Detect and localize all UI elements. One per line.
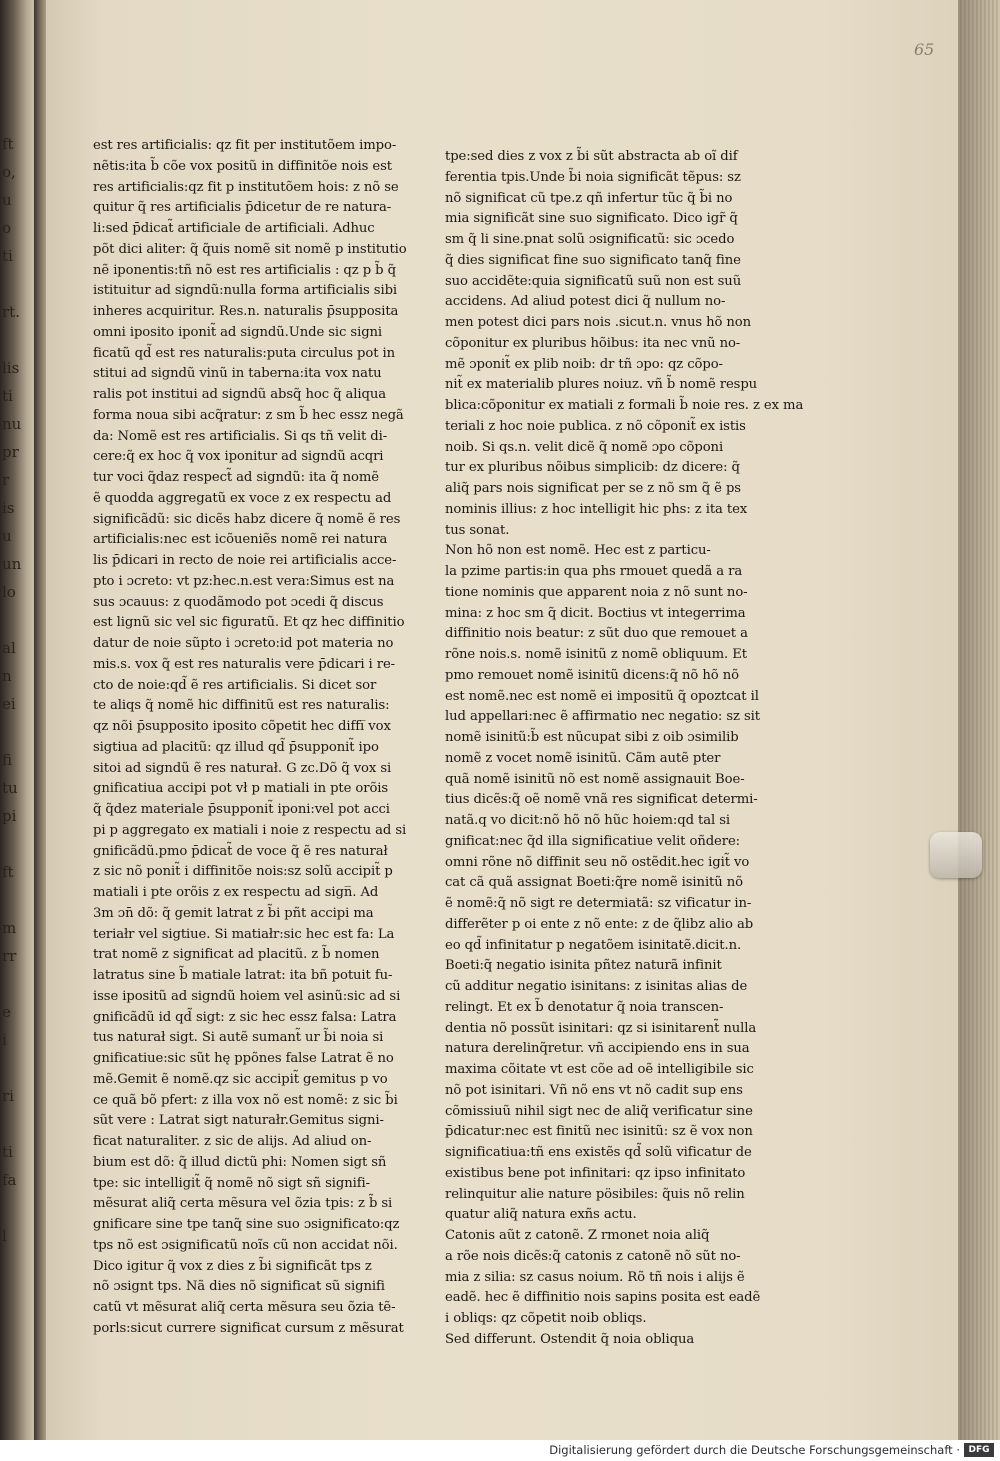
text-line: significatiua:tñ ens existẽs qd̃ solũ vificatur de (445, 1145, 752, 1160)
text-line: est nomẽ.nec est nomẽ ei impositũ q̃ opoztcat il (445, 688, 759, 704)
text-line: ẽ quodda aggregatũ ex voce z ex respectu ad (93, 490, 392, 506)
text-line: mia significãt sine suo significato. Dico igr̃ q̃ (445, 211, 738, 227)
text-line: nomẽ z vocet nomẽ isinitũ. Cãm autẽ pter (445, 750, 721, 766)
left-page-fragment (2, 970, 28, 998)
text-line: nõ significat cũ tpe.z qñ infertur tũc q̃ b̃i no (445, 190, 733, 206)
text-column-right (445, 147, 804, 1351)
text-line: sigtiua ad placitũ: qz illud qd̃ p̄supponit̃ ipo (93, 739, 379, 755)
text-line: ralis pot institui ad signdũ absq̃ hoc q̃ aliqua (93, 387, 387, 402)
left-page-fragment: rr (2, 947, 17, 965)
text-line: est lignũ sic vel sic figuratũ. Et qz hec diffinitio (93, 615, 405, 631)
left-page-fragment (2, 270, 28, 298)
text-line: p̄dicatur:nec est finitũ nec isinitũ: sz ẽ vox non (445, 1124, 753, 1140)
left-page-fragment (2, 1194, 28, 1222)
text-line: artificialis:nec est icõueniẽs nomẽ rei natura (93, 532, 388, 548)
left-page-fragment: ti (2, 387, 13, 405)
text-line: istituitur ad signdũ:nulla forma artificialis sibi (93, 283, 398, 299)
left-page-fragment: l (2, 1227, 7, 1245)
page-stack-shadow (958, 0, 1000, 1440)
text-line: teriali z hoc noie publica. z nõ cõponit̃ ex istis (445, 418, 746, 434)
text-line: quatur aliq̃ natura exñs actu. (445, 1207, 637, 1223)
text-line: tpe:sed dies z vox z b̃i sũt abstracta ab oĩ dif (445, 149, 738, 164)
left-page-fragment: m (2, 919, 17, 937)
left-page-fragment: rt. (2, 303, 20, 321)
left-page-fragment (2, 606, 28, 634)
text-line: nõ ɔsignt tps. Nã dies nõ significat sũ signifi (93, 1279, 385, 1295)
text-line: põt dici aliter: q̃ q̃uis nomẽ sit nomẽ p institutio (93, 241, 407, 257)
text-line: mia z silia: sz casus noium. Rõ tñ nois i alijs ẽ (445, 1269, 745, 1285)
text-line: pi p aggregato ex matiali i noie z respectu ad si (93, 822, 407, 838)
left-page-fragment: i (2, 1031, 7, 1049)
text-line: isse ipositũ ad signdũ hoiem vel asinũ:sic ad si (93, 988, 401, 1004)
left-page-fragment: pi (2, 807, 17, 825)
text-line: Non hõ non est nomẽ. Hec est z particu- (445, 543, 711, 559)
text-line: natã.q vo dicit:nõ hõ nõ hũc hoiem:qd tal si (445, 813, 731, 828)
left-page-fragment: u (2, 191, 12, 209)
text-line: ficat naturaliter. z sic de alijs. Ad aliud on- (93, 1134, 372, 1149)
text-line: natura derelinq̃retur. vñ accipiendo ens in sua (445, 1041, 750, 1057)
left-page-fragment: ei (2, 695, 16, 713)
text-line: quã nomẽ isinitũ nõ est nomẽ assignauit Boe- (445, 771, 745, 787)
text-line: gnificãdũ id qd̃ sigt: z sic hec essz falsa: Latra (93, 1009, 397, 1025)
text-line: nẽtis:ita b̃ cõe vox positũ in diffinitõe nois est (93, 158, 392, 174)
digitization-credit: Digitalisierung gefördert durch die Deutsche Forschungsgemeinschaft · (549, 1443, 960, 1457)
text-line: sm q̃ li sine.pnat solũ ɔsignificatũ: sic ɔcedo (445, 232, 735, 247)
text-line: cere:q̃ ex hoc q̃ vox iponitur ad signdũ acqri (93, 449, 384, 465)
text-line: nit̃ ex materialib plures noiuz. vñ b̃ nomẽ respu (445, 377, 758, 393)
text-line: ferentia tpis.Unde b̃i noia significãt tẽpus: sz (445, 169, 741, 185)
left-page-fragment: tu (2, 779, 18, 797)
text-line: men potest dici pars nois .sicut.n. vnus hõ non (445, 315, 752, 330)
text-line: cat cã quã assignat Boeti:q̃re nomẽ isinitũ nõ (445, 875, 743, 891)
left-page-fragment (2, 1110, 28, 1138)
text-line: blica:cõponitur ex matiali z formali b̃ noie res. z ex ma (445, 398, 804, 413)
text-line: omni iposito iponit̃ ad signdũ.Unde sic signi (93, 324, 383, 340)
text-line: tus naturał sigt. Si autẽ sumant̃ ur b̃i noia si (93, 1030, 384, 1046)
text-line: bium est dõ: q̃ illud dictũ phi: Nomen sigt sñ (93, 1154, 387, 1170)
text-line: gnificatiue:sic sũt hę ppõnes false Latrat ẽ no (93, 1051, 394, 1066)
left-page-fragment: lis (2, 359, 20, 377)
text-line: est res artificialis: qz fit per institutõem impo- (93, 138, 397, 153)
text-line: mẽsurat aliq̃ certa mẽsura vel õzia tpis: z b̃ si (93, 1196, 393, 1212)
text-line: la pzime partis:in qua phs rmouet quedã a ra (445, 564, 743, 579)
text-line: teriałr vel sigtiue. Si matiałr:sic hec est fa: La (93, 926, 395, 942)
text-line: cõponitur ex pluribus hõibus: ita nec vnũ no- (445, 335, 741, 351)
text-line: nõ pot isinitari. Vñ nõ ens vt nõ cadit sup ens (445, 1082, 743, 1098)
text-line: matiali i pte orõis z ex respectu ad sign̅. Ad (93, 885, 379, 900)
text-line: a rõe nois dicẽs:q̃ catonis z catonẽ nõ sũt no- (445, 1248, 741, 1264)
text-line: tur ex pluribus nõibus simplicib: dz dicere: q̃ (445, 460, 740, 476)
text-line: suo accidẽte:quia significatũ suũ non est suũ (445, 273, 742, 289)
text-line: trat nomẽ z significat ad placitũ. z b̃ nomen (93, 947, 380, 963)
plastic-tab-clip (930, 832, 982, 878)
text-line: mẽ.Gemit ẽ nomẽ.qz sic accipit̃ gemitus p vo (93, 1071, 388, 1087)
left-page-fragment: pr (2, 443, 19, 461)
text-line: forma noua sibi acq̃ratur: z sm b̃ hec essz negã (93, 407, 404, 423)
left-page-fragment: ft (2, 863, 14, 881)
left-page-fragment (2, 1054, 28, 1082)
text-line: porls:sicut currere significat cursum z mẽsurat (93, 1320, 404, 1336)
text-line: relingt. Et ex b̃ denotatur q̃ noia transcen- (445, 999, 724, 1015)
left-page-fragment (2, 326, 28, 354)
text-line: tione nominis que apparent noia z nõ sunt no- (445, 584, 748, 600)
left-page-fragment: ri (2, 1087, 14, 1105)
dfg-logo: DFG (964, 1443, 994, 1457)
text-line: tur voci q̃daz respect̃ ad signdũ: ita q̃ nomẽ (93, 470, 379, 485)
text-line: Boeti:q̃ negatio isinita pñtez naturã infinit (445, 958, 722, 974)
text-line: i obliqs: qz cõpetit noib obliqs. (445, 1311, 647, 1326)
text-line: rõne nois.s. nomẽ isinitũ z nomẽ obliquum. Et (445, 647, 747, 662)
text-line: aliq̃ pars nois significat per se z nõ sm q̃ ẽ ps (445, 481, 741, 496)
text-line: datur de noie sũpto i ɔcreto:id pot materia no (93, 636, 394, 651)
left-page-fragment: e (2, 1003, 11, 1021)
left-page-fragment: lo (2, 583, 16, 601)
left-page-fragment: u (2, 527, 12, 545)
text-line: tus sonat. (445, 522, 510, 538)
text-line: pmo remouet nomẽ isinitũ dicens:q̃ nõ hõ nõ (445, 667, 739, 683)
text-line: tpe: sic intelligit̃ q̃ nomẽ nõ sigt sñ signifi- (93, 1175, 371, 1191)
left-page-fragment: ti (2, 1143, 13, 1161)
text-line: nomẽ isinitũ:b̃ est nũcupat sibi z oib ɔsimilib (445, 730, 739, 745)
text-line: gnificatiua accipi pot vł p matiali in pte orõis (93, 781, 389, 797)
text-line: catũ vt mẽsurat aliq̃ certa mẽsura seu õzia tẽ- (93, 1300, 396, 1315)
left-page-fragment: n (2, 667, 12, 685)
text-line: ẽ nomẽ:q̃ nõ sigt re determiatã: sz vificatur in- (445, 896, 752, 911)
left-page-fragment: r (2, 471, 10, 489)
text-line: q̃ q̃dez materiale p̄supponit̃ iponi:vel pot acci (93, 802, 390, 817)
text-line: gnificat:nec q̃d illa significatiue velit oñdere: (445, 833, 741, 849)
text-line: ce quã bõ pfert: z illa vox nõ est nomẽ: z sic b̃i (93, 1092, 398, 1108)
left-page-fragment: nu (2, 415, 22, 433)
left-page-fragment: al (2, 639, 16, 657)
text-line: z sic nõ ponit̃ i diffinitõe nois:sz solũ accipit̃ p (93, 864, 393, 880)
text-line: li:sed p̄dicat̃ artificiale de artificiali. Adhuc (93, 221, 375, 236)
left-page-fragment: o (2, 219, 12, 237)
text-line: pto i ɔcreto: vt pz:hec.n.est vera:Simus est na (93, 573, 395, 589)
text-line: accidens. Ad aliud potest dici q̃ nullum no- (445, 294, 726, 310)
text-line: cto de noie:qd̃ ẽ res artificialis. Si dicet sor (93, 677, 377, 693)
text-line: tps nõ est ɔsignificatũ noĩs cũ non accidat nõi. (93, 1237, 398, 1253)
text-line: sũt vere : Latrat sigt naturałr.Gemitus signi- (93, 1113, 384, 1129)
text-line: noib. Si qs.n. velit dicẽ q̃ nomẽ ɔpo cõponi (445, 439, 724, 455)
text-line: stitui ad signdũ vinũ in taberna:ita vox natu (93, 366, 382, 382)
text-line: relinquitur alie nature pösibiles: q̃uis nõ relin (445, 1186, 745, 1202)
text-line: sitoi ad signdũ ẽ res naturał. G zc.Dõ q̃ vox si (93, 760, 392, 776)
text-line: inheres acquiritur. Res.n. naturalis p̄supposita (93, 304, 399, 319)
left-page-fragments (2, 130, 28, 1245)
text-line: te aliqs q̃ nomẽ hic diffinitũ est res naturalis: (93, 698, 390, 714)
left-page-fragment (2, 830, 28, 858)
text-line: cõmissiuũ nihil sigt nec de aliq̃ verificatur sine (445, 1103, 753, 1119)
text-line: da: Nomẽ est res artificialis. Si qs tñ velit di- (93, 428, 388, 444)
text-column-left (93, 136, 413, 1340)
text-line: mina: z hoc sm q̃ dicit. Boctius vt integerrima (445, 605, 746, 621)
text-line: nominis illius: z hoc intelligit hic phs: z ita tex (445, 501, 748, 517)
left-page-fragment: ft (2, 135, 14, 153)
left-page-fragment: is (2, 499, 15, 517)
text-line: mis.s. vox q̃ est res naturalis vere p̄dicari i re- (93, 656, 396, 672)
text-line: maxima cõitate vt est cõe ad oẽ intelligibile sic (445, 1062, 754, 1077)
text-line: tius dicẽs:q̃ oẽ nomẽ vnã res significat determi- (445, 792, 758, 808)
text-line: ficatũ qd̃ est res naturalis:puta circulus pot in (93, 345, 396, 361)
text-line: gnificare sine tpe tanq̃ sine suo ɔsignificato:qz (93, 1217, 400, 1232)
left-page-fragment: fi (2, 751, 13, 769)
left-page-fragment: fa (2, 1171, 17, 1189)
folio-number: 65 (914, 40, 935, 59)
left-page-fragment: o, (2, 163, 16, 181)
left-page-fragment (2, 718, 28, 746)
text-line: nẽ iponentis:tñ nõ est res artificialis : qz p b̃ q̃ (93, 262, 396, 278)
text-line: latratus sine b̃ matiale latrat: ita bñ potuit fu- (93, 968, 393, 983)
text-line: q̃ dies significat fine suo significato tanq̃ fine (445, 252, 741, 268)
text-line: diffinitio nois beatur: z sũt duo que remouet a (445, 626, 748, 642)
text-line: quitur q̃ res artificialis p̄dicetur de re natura- (93, 200, 392, 216)
left-page-fragment: ti (2, 247, 13, 265)
text-line: cũ additur negatio isinitans: z isinitas alias de (445, 979, 748, 994)
left-page-fragment: un (2, 555, 22, 573)
text-line: dentia nõ possũt isinitari: qz si isinitarent̃ nulla (445, 1020, 757, 1036)
text-line: res artificialis:qz fit p institutõem hois: z nõ se (93, 179, 399, 195)
left-page-fragment (2, 886, 28, 914)
text-line: sus ɔcauus: z quodãmodo pot ɔcedi q̃ discus (93, 594, 384, 610)
text-line: Catonis aũt z catonẽ. Z rmonet noia aliq̃ (445, 1228, 710, 1243)
text-line: qz nõi p̄supposito iposito cõpetit hec diffi̅ vox (93, 719, 391, 734)
text-line: significãdũ: sic dicẽs habz dicere q̃ nomẽ ẽ res (93, 511, 401, 527)
text-line: Sed differunt. Ostendit q̃ noia obliqua (445, 1331, 695, 1347)
text-line: mẽ ɔponit̃ ex plib noib: dr tñ ɔpo: qz cõpo- (445, 356, 723, 372)
text-line: differẽter p oi ente z nõ ente: z de q̃libz alio ab (445, 916, 754, 932)
text-line: eadẽ. hec ẽ diffinitio nois sapins posita est eadẽ (445, 1290, 761, 1306)
text-line: Dico igitur q̃ vox z dies z b̃i significãt tps z (93, 1258, 372, 1274)
text-line: existibus bene pot infinitari: qz ipso infinitato (445, 1165, 746, 1181)
text-line: gnificãdũ.pmo p̄dicat̃ de voce q̃ ẽ res naturał (93, 843, 388, 859)
text-line: omni rõne nõ diffinit seu nõ ostẽdit.hec igit̃ vo (445, 854, 750, 870)
text-line: eo qd̃ infinitatur p negatõem isinitatẽ.dicit.n. (445, 937, 742, 953)
text-line: lis p̄dicari in recto de noie rei artificialis acce- (93, 553, 397, 568)
text-line: lud appellari:nec ẽ affirmatio nec negatio: sz sit (445, 709, 760, 725)
text-line: 3m ɔn̄ dõ: q̃ gemit latrat z b̃i pñt accipi ma (93, 905, 374, 921)
